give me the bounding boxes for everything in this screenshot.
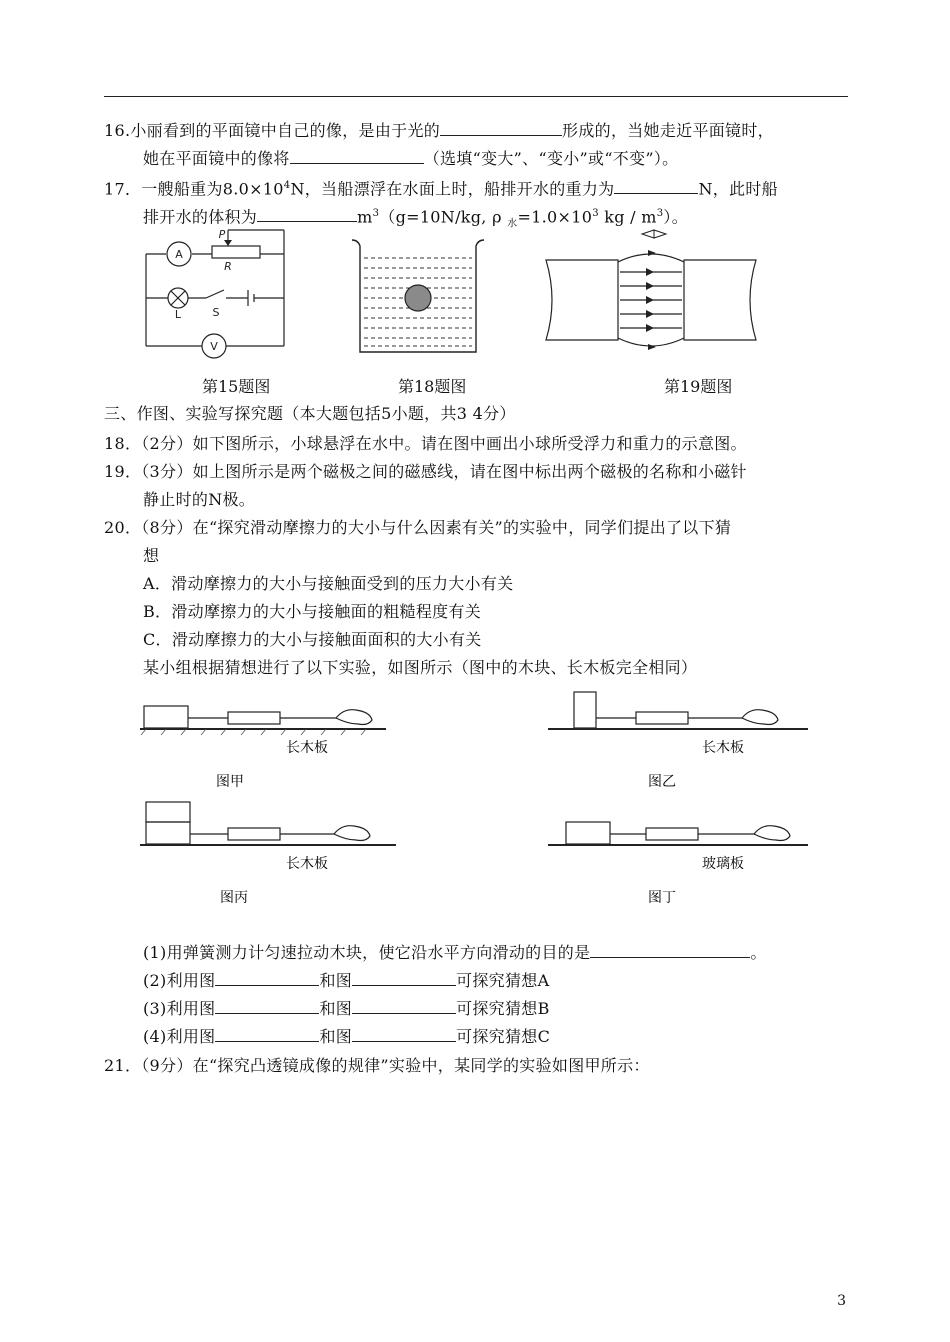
label-P: P [218, 228, 226, 241]
section3-heading: 三、作图、实验写探究题（本大题包括5小题，共3 4分） [104, 404, 516, 423]
hand [742, 710, 778, 725]
panel-ding [548, 822, 808, 906]
q20-option-a: A．滑动摩擦力的大小与接触面受到的压力大小有关 [143, 574, 514, 593]
q20-part3-blank1[interactable] [215, 998, 319, 1014]
fig19-magnetic-field-diagram [542, 228, 760, 362]
q20-part4-blank1[interactable] [215, 1026, 319, 1042]
fig-label-jia: 图甲 [216, 774, 244, 790]
q17-blank1[interactable] [614, 178, 698, 194]
board-label-bing: 长木板 [286, 856, 328, 872]
q20-part3-blank2[interactable] [352, 998, 456, 1014]
q20-intro: 某小组根据猜想进行了以下实验，如图所示（图中的木块、长木板完全相同） [143, 658, 698, 677]
wood-block [144, 706, 188, 728]
fig19-caption: 第19题图 [664, 377, 733, 396]
q16-blank2[interactable] [290, 148, 424, 164]
magnet-right [684, 260, 756, 340]
q19-line2: 静止时的N极。 [143, 490, 256, 509]
label-A: A [175, 248, 183, 261]
spring-scale [228, 712, 280, 724]
field-line-top [618, 254, 684, 262]
q20-part1-blank[interactable] [590, 942, 750, 958]
spring-scale [646, 828, 698, 840]
fig-label-yi: 图乙 [648, 774, 676, 790]
header-rule [104, 96, 848, 97]
q20-part4: (4)利用图 和图 可探究猜想C [143, 1027, 551, 1046]
fig15-caption: 第15题图 [202, 377, 271, 396]
panel-bing [140, 802, 396, 906]
board-label-ding: 玻璃板 [702, 856, 744, 872]
rheostat-R [212, 246, 260, 258]
page-number: 3 [837, 1293, 846, 1309]
q20-part1: (1)用弹簧测力计匀速拉动木块，使它沿水平方向滑动的目的是 。 [143, 943, 767, 962]
q20-part3: (3)利用图 和图 可探究猜想B [143, 999, 550, 1018]
floating-ball [405, 285, 431, 311]
hand [754, 826, 790, 841]
label-R: R [224, 260, 232, 273]
label-L: L [174, 308, 182, 321]
panel-jia [140, 706, 386, 790]
q16-line1: 16.小丽看到的平面镜中自己的像，是由于光的 形成的，当她走近平面镜时， [104, 121, 774, 140]
wood-block-top [146, 802, 190, 822]
label-V: V [210, 340, 218, 353]
spring-scale [228, 828, 280, 840]
hand [334, 826, 370, 841]
q17-blank2[interactable] [257, 206, 357, 222]
fig18-beaker-diagram [350, 234, 486, 362]
q20-part2: (2)利用图 和图 可探究猜想A [143, 971, 550, 990]
field-line-bottom [618, 338, 684, 346]
q20-part2-blank2[interactable] [352, 970, 456, 986]
wood-block-bottom [146, 822, 190, 844]
switch-S [206, 290, 224, 298]
q21: 21．（9分）在“探究凸透镜成像的规律”实验中，某同学的实验如图甲所示： [104, 1056, 650, 1075]
label-S: S [212, 306, 220, 319]
hand [336, 710, 372, 725]
q17-line1: 17．一艘船重为$8.0\times 10^4N$，当船漂浮在水面上时，船排开水的重力为 N，此时船 [104, 179, 778, 199]
q20-part2-blank1[interactable] [215, 970, 319, 986]
board-label-yi: 长木板 [702, 740, 744, 756]
fig18-caption: 第18题图 [398, 377, 467, 396]
q19-line1: 19．（3分）如上图所示是两个磁极之间的磁感线，请在图中标出两个磁极的名称和小磁针 [104, 462, 747, 481]
q16-blank1[interactable] [440, 120, 562, 136]
q17-line2: 排开水的体积为 $m^3(g=10N/kg$, ρ $_水=1.0\times 10^3$ kg / $m^3$）。 [143, 207, 689, 230]
fig-label-ding: 图丁 [648, 890, 676, 906]
q20-line1: 20．（8分）在“探究滑动摩擦力的大小与什么因素有关”的实验中，同学们提出了以下猜 [104, 518, 732, 537]
spring-scale [636, 712, 688, 724]
q16-line2: 她在平面镜中的像将 （选填“变大”、“变小”或“不变”）。 [143, 149, 679, 168]
q18: 18．（2分）如下图所示，小球悬浮在水中。请在图中画出小球所受浮力和重力的示意图。 [104, 434, 747, 453]
friction-experiment-figure [136, 688, 816, 920]
compass-needle [642, 230, 666, 238]
fig-label-bing: 图丙 [220, 890, 248, 906]
q20-option-c: C．滑动摩擦力的大小与接触面面积的大小有关 [143, 630, 482, 649]
panel-yi [548, 692, 808, 790]
fig15-circuit-diagram [136, 226, 296, 362]
q20-option-b: B．滑动摩擦力的大小与接触面的粗糙程度有关 [143, 602, 482, 621]
magnet-left [546, 260, 618, 340]
wood-block-upright [574, 692, 596, 728]
q20-part4-blank2[interactable] [352, 1026, 456, 1042]
q20-line2: 想 [143, 546, 160, 565]
wood-block [566, 822, 610, 844]
board-label-jia: 长木板 [286, 740, 328, 756]
